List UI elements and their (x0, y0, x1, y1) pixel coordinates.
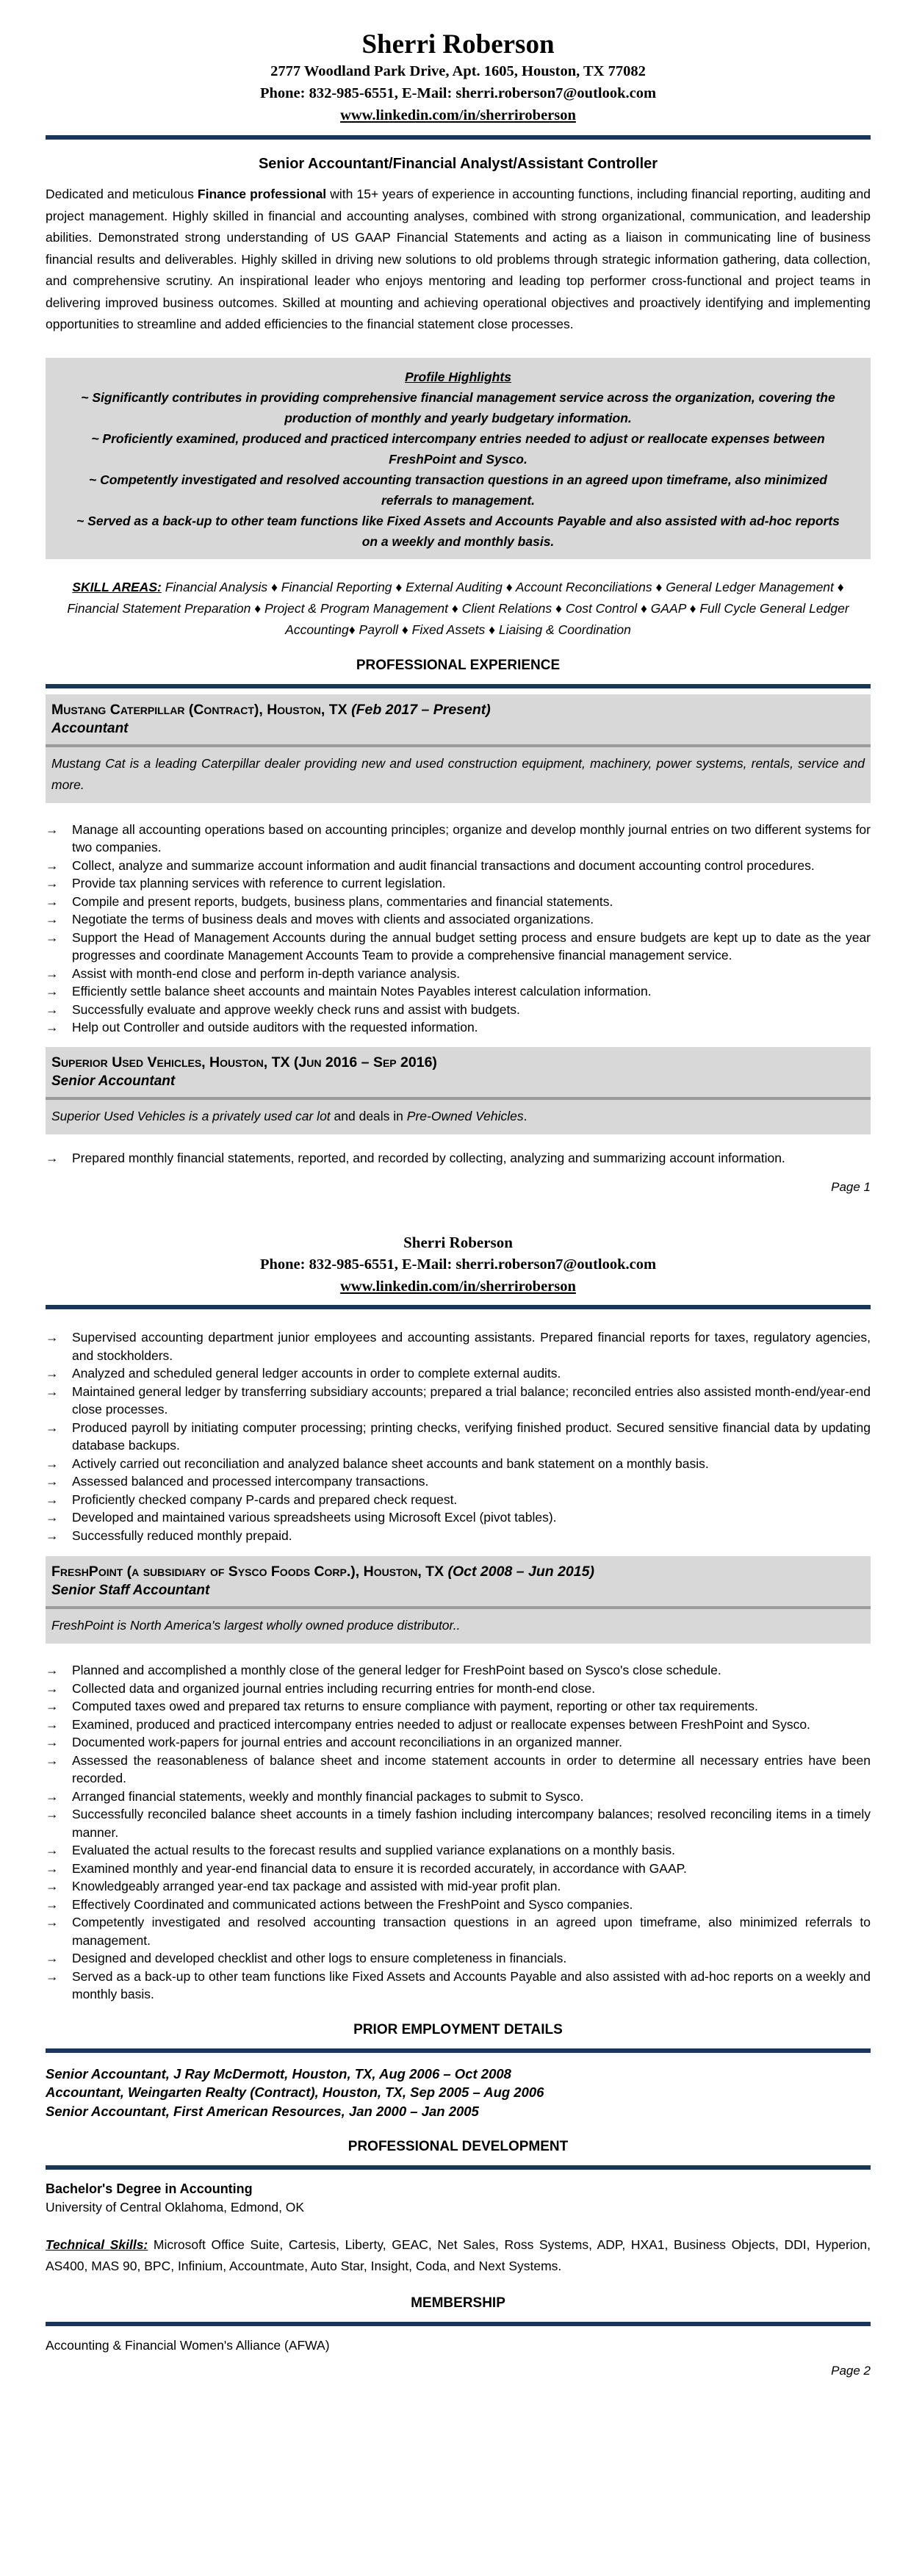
company-description (46, 747, 871, 803)
bullet-item (46, 1752, 871, 1788)
bullet-item (46, 929, 871, 965)
skill-areas-label: SKILL AREAS: (72, 579, 162, 594)
description-segment: Pre-Owned Vehicles (406, 1108, 524, 1123)
bullet-text: Competently investigated and resolved accounting transaction questions in an agreed upon timeframe, also minimized referrals to management. (72, 1915, 871, 1948)
page2-footer: Page 2 (831, 2364, 871, 2378)
bullet-text: Assist with month-end close and perform in-depth variance analysis. (72, 965, 461, 981)
bullet-text: Designed and developed checklist and other logs to ensure completeness in financials. (72, 1951, 567, 1965)
candidate-name-page2: Sherri Roberson (403, 1234, 513, 1251)
arrow-bullet-icon: → (46, 1699, 59, 1713)
bullet-text: Efficiently settle balance sheet accounts and maintain Notes Payables interest calculation information. (72, 984, 652, 999)
prior-employment-list (46, 2065, 871, 2121)
arrow-bullet-icon: → (46, 1915, 59, 1929)
prior-employment-item: Senior Accountant, J Ray McDermott, Houston, TX, Aug 2006 – Oct 2008 (46, 2065, 511, 2082)
bullet-text: Arranged financial statements, weekly and monthly financial packages to submit to Sysco. (72, 1788, 584, 1804)
arrow-bullet-icon: → (46, 1860, 59, 1876)
prior-employment-item: Senior Accountant, First American Resources, Jan 2000 – Jan 2005 (46, 2103, 479, 2119)
job-title: Senior Accountant (51, 1073, 176, 1089)
bullet-text: Negotiate the terms of business deals and moves with clients and associated organizations. (72, 912, 594, 927)
bullet-text: Successfully reduced monthly prepaid. (72, 1528, 292, 1543)
company-name: FreshPoint (a subsidiary of Sysco Foods Corp.), Houston, TX (51, 1564, 448, 1580)
contact-line-page2: Phone: 832-985-6551, E-Mail: sherri.roberson7@outlook.com (259, 1256, 657, 1273)
bullet-text: Evaluated the actual results to the forecast results and supplied variance explanations on a monthly basis. (72, 1843, 676, 1857)
arrow-bullet-icon: → (46, 1020, 59, 1035)
bullet-text: Developed and maintained various spreadsheets using Microsoft Excel (pivot tables). (72, 1510, 557, 1525)
contact-line: Phone: 832-985-6551, E-Mail: sherri.roberson7@outlook.com (259, 85, 657, 101)
degree-school: University of Central Oklahoma, Edmond, OK (46, 2200, 305, 2215)
job-box-mustang (46, 694, 871, 803)
job-bullets-freshpoint (46, 1661, 871, 2004)
arrow-bullet-icon: → (46, 893, 59, 909)
arrow-bullet-icon: → (46, 1330, 59, 1345)
arrow-bullet-icon: → (46, 1528, 59, 1543)
description-segment: FreshPoint is North America's largest wholly owned produce distributor.. (51, 1618, 461, 1633)
bullet-item (46, 1733, 871, 1752)
prior-employment-item: Accountant, Weingarten Realty (Contract), Houston, TX, Sep 2005 – Aug 2006 (46, 2084, 544, 2100)
headline: Senior Accountant/Financial Analyst/Assistant Controller (258, 156, 658, 172)
candidate-name: Sherri Roberson (361, 29, 555, 60)
job-box-freshpoint (46, 1556, 871, 1644)
bullet-item (46, 1383, 871, 1419)
arrow-bullet-icon: → (46, 1384, 59, 1399)
section-heading-prior: PRIOR EMPLOYMENT DETAILS (353, 2021, 563, 2037)
profile-highlights-list (71, 387, 846, 552)
company-description (46, 1100, 871, 1134)
bullet-item (46, 1716, 871, 1734)
arrow-bullet-icon: → (46, 1896, 59, 1912)
bullet-item (46, 1680, 871, 1698)
page1-header (46, 0, 871, 126)
page1-footer: Page 1 (831, 1180, 871, 1194)
skill-areas-text: Financial Analysis ♦ Financial Reporting ♦ External Auditing ♦ Account Reconciliations ♦ General Ledger Management ♦ Financial Statement Preparation ♦ Project & Program Management ♦ Client Relations ♦ Cost Control ♦ GAAP ♦ Full Cycle General Ledger Accounting♦ Payroll ♦ Fixed Assets ♦ Liaising & Coordination (67, 579, 849, 637)
bullet-item (46, 1149, 871, 1168)
profile-highlight-item: ~ Served as a back-up to other team functions like Fixed Assets and Accounts Payable and also assisted with ad-hoc reports on a weekly and monthly basis. (76, 513, 840, 549)
arrow-bullet-icon: → (46, 1752, 59, 1768)
description-segment: and deals in (330, 1108, 407, 1123)
bullet-text: Effectively Coordinated and communicated actions between the FreshPoint and Sysco companies. (72, 1896, 633, 1912)
description-segment: Superior Used Vehicles is a privately used car lot (51, 1108, 331, 1123)
membership-item: Accounting & Financial Women's Alliance (AFWA) (46, 2338, 330, 2353)
bullet-text: Served as a back-up to other team functions like Fixed Assets and Accounts Payable and also assisted with ad-hoc reports on a weekly and monthly basis. (72, 1968, 871, 2001)
job-dates: (Oct 2008 – Jun 2015) (447, 1564, 594, 1580)
arrow-bullet-icon: → (46, 1843, 59, 1857)
section-heading-development: PROFESSIONAL DEVELOPMENT (348, 2139, 569, 2154)
section-divider (46, 684, 871, 688)
bullet-text: Examined monthly and year-end financial data to ensure it is recorded accurately, in accordance with GAAP. (72, 1860, 687, 1876)
bullet-text: Analyzed and scheduled general ledger accounts in order to complete external audits. (72, 1366, 561, 1381)
arrow-bullet-icon: → (46, 1680, 59, 1696)
bullet-text: Collect, analyze and summarize account information and audit financial transactions and document accounting control procedures. (72, 857, 815, 873)
bullet-item (46, 857, 871, 875)
bullet-item (46, 1877, 871, 1896)
bullet-text: Supervised accounting department junior employees and accounting assistants. Prepared financial reports for taxes, regulatory agencies, and stockholders. (72, 1330, 871, 1363)
company-name: Mustang Caterpillar (Contract), Houston, TX (51, 701, 352, 718)
bullet-text: Support the Head of Management Accounts during the annual budget setting process and ensure budgets are kept up to date as the year progresses and coordinate Management Accounts Team to provide a comprehensive financial management service. (72, 929, 871, 963)
arrow-bullet-icon: → (46, 857, 59, 873)
arrow-bullet-icon: → (46, 1366, 59, 1381)
bullet-text: Computed taxes owed and prepared tax returns to ensure compliance with payment, reporting or other tax requirements. (72, 1699, 758, 1713)
company-description (46, 1609, 871, 1644)
bullet-item (46, 1472, 871, 1491)
job-title: Accountant (51, 720, 129, 736)
job-dates: (Jun 2016 – Sep 2016) (293, 1054, 437, 1071)
header-divider-page2 (46, 1305, 871, 1309)
bullet-item (46, 1419, 871, 1455)
bullet-item (46, 893, 871, 911)
degree-title: Bachelor's Degree in Accounting (46, 2181, 253, 2196)
company-name: Superior Used Vehicles, Houston, TX (51, 1054, 294, 1071)
bullet-item (46, 821, 871, 857)
arrow-bullet-icon: → (46, 984, 59, 999)
bullet-text: Help out Controller and outside auditors with the requested information. (72, 1020, 478, 1035)
bullet-item (46, 965, 871, 983)
bullet-item (46, 1860, 871, 1878)
arrow-bullet-icon: → (46, 1510, 59, 1525)
address-line: 2777 Woodland Park Drive, Apt. 1605, Houston, TX 77082 (270, 63, 646, 79)
bullet-text: Assessed the reasonableness of balance sheet and income statement accounts in order to determine all necessary entries have been recorded. (72, 1752, 871, 1785)
arrow-bullet-icon: → (46, 1735, 59, 1749)
bullet-item (46, 1968, 871, 2004)
arrow-bullet-icon: → (46, 876, 59, 891)
bullet-item (46, 1949, 871, 1968)
profile-highlight-item: ~ Competently investigated and resolved accounting transaction questions in an agreed upon timeframe, also minimized referrals to management. (88, 472, 827, 508)
header-divider (46, 135, 871, 140)
bullet-item (46, 1527, 871, 1545)
job-company-line (46, 694, 871, 719)
job-title: Senior Staff Accountant (51, 1583, 210, 1598)
section-heading-experience: PROFESSIONAL EXPERIENCE (356, 657, 561, 673)
bullet-item (46, 1841, 871, 1860)
job-company-line (46, 1556, 871, 1581)
section-divider (46, 2322, 871, 2326)
summary-bold-phrase: Finance professional (197, 187, 327, 201)
bullet-text: Successfully evaluate and approve weekly check runs and assist with budgets. (72, 1001, 520, 1017)
profile-highlight-item: ~ Significantly contributes in providing comprehensive financial management service across the organization, covering the production of monthly and yearly budgetary information. (81, 389, 835, 425)
bullet-text: Produced payroll by initiating computer processing; printing checks, verifying finished product. Secured sensitive financial data by updating database backups. (72, 1420, 871, 1453)
bullet-item (46, 1805, 871, 1841)
bullet-text: Actively carried out reconciliation and analyzed balance sheet accounts and bank statement on a monthly basis. (72, 1456, 709, 1471)
bullet-item (46, 1896, 871, 1914)
bullet-item (46, 1018, 871, 1037)
linkedin-link[interactable]: www.linkedin.com/in/sherriroberson (340, 107, 576, 123)
summary-rest: with 15+ years of experience in accounting functions, including financial reporting, auditing and project management. Highly skilled in financial and accounting analyses, combined with strong organizational, communication, and leadership abilities. Demonstrated strong understanding of US GAAP Financial Statements and acting as a liaison in communicating line of business financial results and deliverables. Highly skilled in driving new solutions to old problems through strategic information gathering, data collection, and comprehensive scrutiny. An inspirational leader who enjoys mentoring and leading top performer cross-functional and project teams in delivering improved business outcomes. Skilled at mounting and achieving operational objectives and proactively identifying and implementing opportunities to streamline and added efficiencies to the financial statement close processes. (46, 187, 871, 331)
arrow-bullet-icon: → (46, 1663, 59, 1677)
section-heading-membership: MEMBERSHIP (411, 2295, 505, 2311)
bullet-item (46, 1913, 871, 1949)
bullet-item (46, 910, 871, 929)
bullet-text: Examined, produced and practiced intercompany entries needed to adjust or reallocate expenses between FreshPoint and Sysco. (72, 1716, 810, 1732)
bullet-item (46, 1364, 871, 1383)
arrow-bullet-icon: → (46, 1968, 59, 1984)
skill-areas-paragraph (46, 577, 871, 641)
summary-paragraph (46, 184, 871, 336)
section-divider (46, 2048, 871, 2053)
summary-lead: Dedicated and meticulous (46, 187, 198, 201)
arrow-bullet-icon: → (46, 965, 59, 981)
arrow-bullet-icon: → (46, 912, 59, 927)
description-segment: Mustang Cat is a leading Caterpillar dealer providing new and used construction equipment, machinery, power systems, rentals, service and more. (51, 755, 865, 792)
job-box-superior (46, 1047, 871, 1134)
bullet-item (46, 1508, 871, 1527)
job-bullets-superior-continued (46, 1328, 871, 1544)
bullet-text: Maintained general ledger by transferring subsidiary accounts; prepared a trial balance; reconciled entries also assisted month-end/year-end close processes. (72, 1384, 871, 1417)
arrow-bullet-icon: → (46, 1788, 59, 1804)
bullet-text: Proficiently checked company P-cards and prepared check request. (72, 1492, 458, 1507)
profile-highlights-title: Profile Highlights (405, 369, 511, 384)
bullet-text: Knowledgeably arranged year-end tax package and assisted with mid-year profit plan. (72, 1879, 561, 1893)
profile-highlights-box (46, 358, 871, 559)
profile-highlight-item: ~ Proficiently examined, produced and practiced intercompany entries needed to adjust or reallocate expenses between FreshPoint and Sysco. (91, 431, 825, 467)
description-segment: . (523, 1108, 527, 1123)
bullet-item (46, 1328, 871, 1364)
bullet-text: Compile and present reports, budgets, business plans, commentaries and financial statements. (72, 893, 613, 909)
bullet-item (46, 982, 871, 1001)
bullet-item (46, 1661, 871, 1680)
arrow-bullet-icon: → (46, 821, 59, 837)
job-bullets-superior (46, 1149, 871, 1168)
bullet-text: Assessed balanced and processed intercompany transactions. (72, 1474, 429, 1489)
bullet-item (46, 1491, 871, 1509)
bullet-item (46, 1001, 871, 1019)
bullet-text: Successfully reconciled balance sheet accounts in a timely fashion including intercompany balances; resolved reconciling items in a timely manner. (72, 1807, 871, 1840)
arrow-bullet-icon: → (46, 1716, 59, 1732)
job-bullets-mustang (46, 821, 871, 1037)
technical-skills-text: Microsoft Office Suite, Cartesis, Liberty, GEAC, Net Sales, Ross Systems, ADP, HXA1, Business Objects, DDI, Hyperion, AS400, MAS 90, BPC, Infinium, Accountmate, Auto Star, Insight, Coda, and Next Systems. (46, 2237, 871, 2273)
arrow-bullet-icon: → (46, 1420, 59, 1435)
linkedin-link-page2[interactable]: www.linkedin.com/in/sherriroberson (340, 1278, 576, 1295)
page2-header (46, 1196, 871, 1298)
arrow-bullet-icon: → (46, 929, 59, 945)
arrow-bullet-icon: → (46, 1807, 59, 1821)
section-divider (46, 2165, 871, 2170)
arrow-bullet-icon: → (46, 1879, 59, 1893)
bullet-item (46, 1788, 871, 1806)
arrow-bullet-icon: → (46, 1001, 59, 1017)
arrow-bullet-icon: → (46, 1150, 59, 1165)
technical-skills-label: Technical Skills: (46, 2237, 148, 2252)
bullet-item (46, 874, 871, 893)
bullet-item (46, 1697, 871, 1716)
bullet-text: Provide tax planning services with reference to current legislation. (72, 876, 446, 891)
bullet-text: Documented work-papers for journal entries and account reconciliations in an organized manner. (72, 1735, 623, 1749)
bullet-item (46, 1455, 871, 1473)
bullet-text: Manage all accounting operations based on accounting principles; organize and develop monthly journal entries on two different systems for two companies. (72, 821, 871, 855)
arrow-bullet-icon: → (46, 1492, 59, 1507)
job-dates: (Feb 2017 – Present) (351, 701, 491, 718)
technical-skills-paragraph (46, 2234, 871, 2277)
arrow-bullet-icon: → (46, 1951, 59, 1965)
bullet-text: Collected data and organized journal entries including recurring entries for month-end close. (72, 1680, 596, 1696)
job-company-line (46, 1047, 871, 1072)
arrow-bullet-icon: → (46, 1474, 59, 1489)
bullet-text: Planned and accomplished a monthly close of the general ledger for FreshPoint based on Sysco's close schedule. (72, 1663, 721, 1677)
bullet-text: Prepared monthly financial statements, reported, and recorded by collecting, analyzing and summarizing account information. (72, 1150, 785, 1165)
arrow-bullet-icon: → (46, 1456, 59, 1471)
